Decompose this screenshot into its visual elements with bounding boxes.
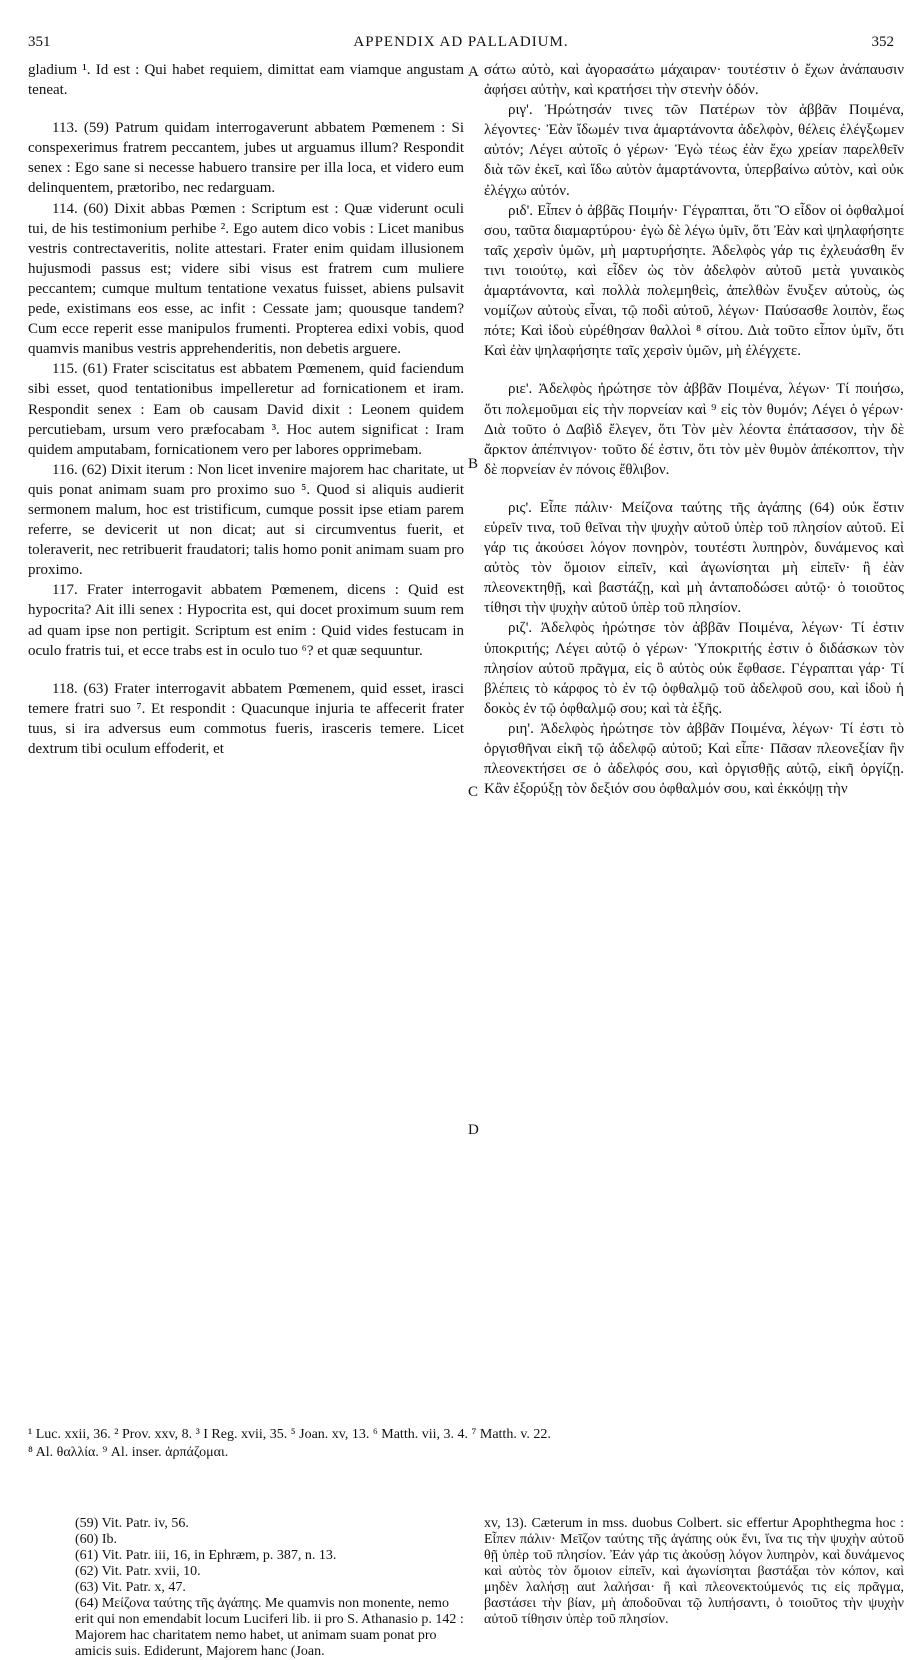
latin-para-continuation: gladium ¹. Id est : Qui habet requiem, dimittat eam viamque angustam teneat. [28, 62, 464, 99]
margin-marker-d: D [468, 1122, 479, 1138]
latin-column [28, 60, 464, 759]
page-number-right: 352 [871, 34, 894, 50]
editor-note: (60) Ib. [75, 1532, 117, 1547]
latin-para-118: 118. (63) Frater interrogavit abbatem Pœmenem, quid esset, irasci temere fratri suo ⁷. Et respondit : Quacunque injuria te affecerit frater tuus, si ira adversus eum commotus fueris, irasceris temere. Licet dextrum tibi oculum effoderit, et [28, 680, 464, 757]
footnote-line: ¹ Luc. xxii, 36. ² Prov. xxv, 8. ³ I Reg. xvii, 35. ⁵ Joan. xv, 13. ⁶ Matth. vii, 3. 4. ⁷ Matth. v. 22. [28, 1427, 551, 1442]
editor-note: (62) Vit. Patr. xvii, 10. [75, 1564, 201, 1579]
editor-note: (64) Μείζονα ταύτης τῆς ἀγάπης. Me quamvis non monente, nemo erit qui non emendabit locum Luciferi lib. ii pro S. Athanasio p. 142 : Majorem hac charitatem nemo habet, ut animam suam ponat pro amicis suis. Ediderunt, Majorem hanc (Joan. [75, 1596, 464, 1659]
editor-note: xv, 13). Cæterum in mss. duobus Colbert. sic effertur Apophthegma hoc : Εἶπεν πάλιν· Μεῖζον ταύτης τῆς ἀγάπης οὐκ ἔνι, ἵνα τις τὴν ψυχὴν αὐτοῦ θῇ ὑπὲρ τοῦ πλησίον. Ἐάν γάρ τις ἀκούσῃ λόγον λυπηρὸν, καὶ δυνάμενος καὶ αὐτὸς τὸν ὅμοιον εἰπεῖν, καὶ ἀγωνίσηται βαστάξαι τὸν κόπον, καὶ μηδὲν λαλήσῃ αut λαλήσαι· ἢ καὶ πλεονεκτούμενός τις εἰς πρᾶγμα, βαστάσει τὴν βίαν, μὴ ἀποδοῦναι τῷ λυπήσαντι, ὁ τοιοῦτος τὴν ψυχὴν αὐτοῦ τίθησιν ὑπὲρ τοῦ πλησίον. [484, 1516, 904, 1627]
margin-marker-a: A [468, 64, 479, 80]
greek-para-114: ριδ'. Εἶπεν ὁ ἀββᾶς Ποιμήν· Γέγραπται, ὅτι Ὃ εἶδον οἱ ὀφθαλμοί σου, ταῦτα διαμαρτύρου· ἐγὼ δὲ λέγω ὑμῖν, ὅτι Ἐὰν καὶ ψηλαφήσητε ταῖς χερσὶν ὑμῶν, μὴ μαρτυρήσητε. Ἀδελφὸς γάρ τις ἐχλευάσθη ἔν τινι τοιούτῳ, καὶ εἶδεν ὡς τὸν ἀδελφὸν αὐτοῦ μετὰ γυναικὸς ἁμαρτάνοντα, καὶ πολλὰ πολεμηθεὶς, ἀπελθὼν ἔνυξεν αὐτοὺς, ὡς νομίζων αὐτοὺς εἶναι, τῷ ποδὶ αὐτοῦ, λέγων· Παύσασθε λοιπὸν, ἕως πότε; Καὶ ἰδοὺ εὑρέθησαν θαλλοὶ ⁸ σίτου. Διὰ τοῦτο εἶπον ὑμῖν, ὅτι Καὶ ἐὰν ψηλαφήσητε ταῖς χερσὶν ὑμῶν, μὴ ἐλέγχετε. [484, 202, 904, 360]
editor-note: (59) Vit. Patr. iv, 56. [75, 1516, 189, 1531]
editor-note: (63) Vit. Patr. x, 47. [75, 1580, 186, 1595]
editor-notes-left [75, 1516, 467, 1660]
running-header [28, 34, 894, 56]
page-number-left: 351 [28, 34, 51, 50]
greek-para-117: ριζ'. Ἀδελφὸς ἠρώτησε τὸν ἀββᾶν Ποιμένα, λέγων· Τί ἐστιν ὑποκριτής; Λέγει αὐτῷ ὁ γέρων· Ὑποκριτής ἐστιν ὁ διδάσκων τὸν πλησίον αὐτοῦ πρᾶγμα, εἰς ὃ αὐτὸς οὐκ ἔφθασε. Γέγραπται γάρ· Τί βλέπεις τὸ κάρφος τὸ ἐν τῷ ὀφθαλμῷ τοῦ ἀδελφοῦ σου, καὶ ἰδοὺ ἡ δοκὸς ἐν τῷ ὀφθαλμῷ σου; καὶ τὰ ἑξῆς. [484, 620, 904, 717]
greek-para-continuation: σάτω αὐτὸ, καὶ ἀγορασάτω μάχαιραν· τουτέστιν ὁ ἔχων ἀνάπαυσιν ἀφήσει αὐτὴν, καὶ κρατήσει τὴν στενὴν ὁδόν. [484, 62, 904, 99]
editor-notes-right [484, 1516, 904, 1628]
latin-para-113: 113. (59) Patrum quidam interrogaverunt abbatem Pœmenem : Si conspexerimus fratrem peccantem, jubes ut arguamus illum? Respondit senex : Ego sane si necesse habuero transire per illa loca, et videro eum delinquentem, prætoribo, nec redarguam. [28, 120, 464, 197]
latin-para-115: 115. (61) Frater sciscitatus est abbatem Pœmenem, quid faciendum sibi esset, quod tentationibus impelleretur ad fornicationem et iram. Respondit senex : Eam ob causam David dixit : Leonem quidem percutiebam, ursum vero præfocabam ³. Hoc autem significat : Iram quidem amputabam, fornicationem vero per labores opprimebam. [28, 361, 464, 458]
footnotes [28, 1426, 894, 1462]
latin-para-117: 117. Frater interrogavit abbatem Pœmenem, dicens : Quid est hypocrita? Ait illi senex : Hypocrita est, qui docet proximum suum rem ad quam ipse non pertigit. Scriptum est enim : Quid vides festucam in oculo fratris tui, et ecce trabs est in oculo tuo ⁶? et quæ sequuntur. [28, 582, 464, 659]
editor-note: (61) Vit. Patr. iii, 16, in Ephræm, p. 387, n. 13. [75, 1548, 337, 1563]
greek-para-118: ριη'. Ἀδελφὸς ἠρώτησε τὸν ἀββᾶν Ποιμένα, λέγων· Τί ἐστι τὸ ὀργισθῆναι εἰκῆ τῷ ἀδελφῷ αὐτοῦ; Καὶ εἶπε· Πᾶσαν πλεονεξίαν ἣν πλεονεκτήσει σε ὁ ἀδελφός σου, καὶ ὀργισθῇς αὐτῷ, εἰκῆ ὀργίζῃ. Κἂν ἐξορύξῃ τὸν δεξιόν σου ὀφθαλμόν σου, καὶ ἐκκόψῃ τὴν [484, 720, 904, 798]
latin-para-114: 114. (60) Dixit abbas Pœmen : Scriptum est : Quæ viderunt oculi tui, de his testimonium perhibe ². Ego autem dico vobis : Licet manibus vestris contrectaveritis, nolite attestari. Frater enim quidam illusionem hujusmodi passus est; videre sibi visus est fratrem cum muliere peccantem; cumque multum tentatione vexatus fuisset, abiens pulsavit pede, existimans eos esse, ac infit : Cessate jam; quousque tandem? Cum ecce reperit esse manipulos frumenti. Propterea edixi vobis, quod quamvis manibus vestris apprehenderitis, non debetis arguere. [28, 200, 464, 358]
margin-marker-b: B [468, 456, 479, 472]
margin-marker-c: C [468, 784, 479, 800]
greek-para-113: ριγ'. Ἠρώτησάν τινες τῶν Πατέρων τὸν ἀββᾶν Ποιμένα, λέγοντες· Ἐὰν ἴδωμέν τινα ἁμαρτάνοντα ἀδελφὸν, θέλεις ἐλέγξωμεν αὐτόν; Λέγει αὐτοῖς ὁ γέρων· Ἐγὼ τέως ἐὰν ἔχω χρείαν παρελθεῖν διὰ τῶν ἐκεῖ, καὶ ἴδω αὐτὸν ἁμαρτάνοντα, ὑπερβαίνω αὐτὸν, καὶ οὐκ ἐλέγχω αὐτόν. [484, 102, 904, 199]
latin-para-116: 116. (62) Dixit iterum : Non licet invenire majorem hac charitate, ut quis ponat animam suam pro proximo suo ⁵. Quod si aliquis audierit sermonem malum, hoc est tristificum, cumque possit ipse etiam parem referre, se devicerit ut non dicat; aut si circumventus fuerit, et toleraverit, nec retribuerit fraudatori; talis homo ponit animam suam pro proximo. [28, 461, 464, 579]
running-title: APPENDIX AD PALLADIUM. [353, 34, 569, 50]
greek-para-116: ρις'. Εἶπε πάλιν· Μείζονα ταύτης τῆς ἀγάπης (64) οὐκ ἔστιν εὑρεῖν τινα, τοῦ θεῖναι τὴν ψυχὴν αὐτοῦ ὑπὲρ τοῦ πλησίον αὐτοῦ. Εἰ γάρ τις ἀκούσει λόγον πονηρὸν, τουτέστι λυπηρὸν, δυνάμενος καὶ αὐτὸς τὸν ὅμοιον εἰπεῖν, καὶ ἀγωνίσηται μὴ εἰπεῖν· ἢ ἐὰν πλεονεκτηθῇ, καὶ βαστάζῃ, καὶ μὴ ἀνταποδώσει αὐτῷ· ὁ τοιοῦτος τίθησι τὴν ψυχὴν αὐτοῦ ὑπὲρ τοῦ πλησίον. [484, 499, 904, 617]
greek-para-115: ριε'. Ἀδελφὸς ἠρώτησε τὸν ἀββᾶν Ποιμένα, λέγων· Τί ποιήσω, ὅτι πολεμοῦμαι εἰς τὴν πορνείαν καὶ ⁹ εἰς τὸν θυμόν; Λέγει ὁ γέρων· Διὰ τοῦτο ὁ Δαβὶδ ἔλεγεν, ὅτι Τὸν μὲν λέοντα ἐπάτασσον, τὴν δὲ ἄρκτον ἀπέπνιγον· τοῦτο δέ ἐστιν, ὅτι τὸν μὲν θυμὸν ἀπέκοπτον, τὴν δὲ πορνείαν ἐν πόνοις ἔθλιβον. [484, 381, 904, 478]
greek-column [484, 60, 904, 799]
footnote-line: ⁸ Al. θαλλία. ⁹ Al. inser. ἁρπάζομαι. [28, 1445, 229, 1460]
